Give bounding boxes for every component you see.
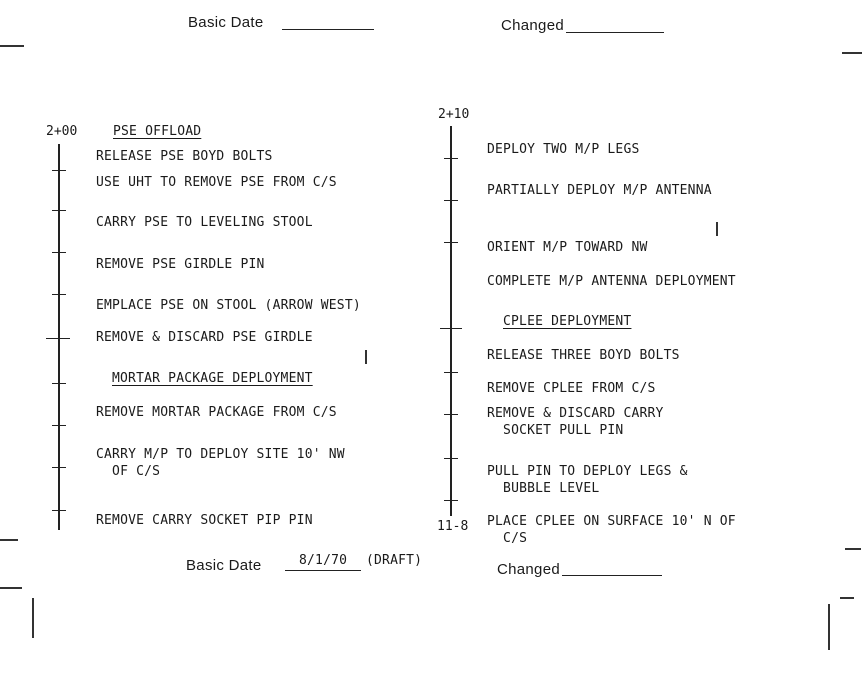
timeline-tick: [444, 500, 458, 501]
timeline-tick: [52, 170, 66, 171]
checklist-item: EMPLACE PSE ON STOOL (ARROW WEST): [96, 298, 361, 313]
margin-mark: [828, 604, 830, 650]
checklist-item: PULL PIN TO DEPLOY LEGS & BUBBLE LEVEL: [487, 464, 688, 496]
timeline-tick: [52, 210, 66, 211]
header-changed-blank: [566, 32, 664, 33]
timeline-tick: [52, 383, 66, 384]
checklist-item: PARTIALLY DEPLOY M/P ANTENNA: [487, 183, 712, 198]
margin-mark: [365, 350, 367, 364]
margin-mark: [0, 539, 18, 541]
footer-changed-label: Changed: [497, 561, 560, 578]
footer-draft-label: (DRAFT): [366, 553, 423, 568]
checklist-item: CARRY PSE TO LEVELING STOOL: [96, 215, 313, 230]
footer-basic-date-value: 8/1/70: [285, 552, 361, 571]
timeline-tick: [52, 252, 66, 253]
margin-mark: [840, 597, 854, 599]
timeline-tick: [52, 467, 66, 468]
checklist-item: RELEASE PSE BOYD BOLTS: [96, 149, 273, 164]
footer-changed-blank: [562, 575, 662, 576]
timeline-tick: [440, 328, 462, 329]
timeline-tick: [444, 458, 458, 459]
timeline-tick: [52, 294, 66, 295]
margin-mark: [845, 548, 861, 550]
checklist-item: DEPLOY TWO M/P LEGS: [487, 142, 640, 157]
checklist-item: REMOVE PSE GIRDLE PIN: [96, 257, 265, 272]
timeline-tick: [52, 510, 66, 511]
checklist-item: CARRY M/P TO DEPLOY SITE 10' NW OF C/S: [96, 447, 345, 479]
checklist-item: USE UHT TO REMOVE PSE FROM C/S: [96, 175, 337, 190]
right-time-end: 11-8: [437, 519, 469, 534]
timeline-tick: [444, 372, 458, 373]
margin-mark: [0, 45, 24, 47]
timeline-tick: [444, 414, 458, 415]
timeline-tick: [46, 338, 70, 339]
left-timeline: [58, 144, 60, 530]
margin-mark: [716, 222, 718, 236]
timeline-tick: [444, 158, 458, 159]
checklist-item: COMPLETE M/P ANTENNA DEPLOYMENT: [487, 274, 736, 289]
margin-mark: [0, 587, 22, 589]
header-basic-date-label: Basic Date: [188, 14, 264, 31]
checklist-item: PLACE CPLEE ON SURFACE 10' N OF C/S: [487, 514, 736, 546]
margin-mark: [32, 598, 34, 638]
checklist-item: REMOVE & DISCARD PSE GIRDLE: [96, 330, 313, 345]
timeline-tick: [444, 242, 458, 243]
timeline-tick: [444, 200, 458, 201]
checklist-item: ORIENT M/P TOWARD NW: [487, 240, 648, 255]
checklist-item: REMOVE & DISCARD CARRY SOCKET PULL PIN: [487, 406, 664, 438]
header-changed-label: Changed: [501, 17, 564, 34]
section-heading-cplee-deployment: CPLEE DEPLOYMENT: [503, 314, 632, 329]
header-basic-date-blank: [282, 29, 374, 30]
margin-mark: [842, 52, 862, 54]
checklist-item: REMOVE CPLEE FROM C/S: [487, 381, 656, 396]
checklist-item: REMOVE MORTAR PACKAGE FROM C/S: [96, 405, 337, 420]
section-heading-pse-offload: PSE OFFLOAD: [113, 124, 202, 139]
left-time-start: 2+00: [46, 124, 78, 139]
timeline-tick: [52, 425, 66, 426]
checklist-item: RELEASE THREE BOYD BOLTS: [487, 348, 680, 363]
right-time-start: 2+10: [438, 107, 470, 122]
section-heading-mortar-package: MORTAR PACKAGE DEPLOYMENT: [112, 371, 313, 386]
footer-basic-date-label: Basic Date: [186, 557, 262, 574]
checklist-item: REMOVE CARRY SOCKET PIP PIN: [96, 513, 313, 528]
